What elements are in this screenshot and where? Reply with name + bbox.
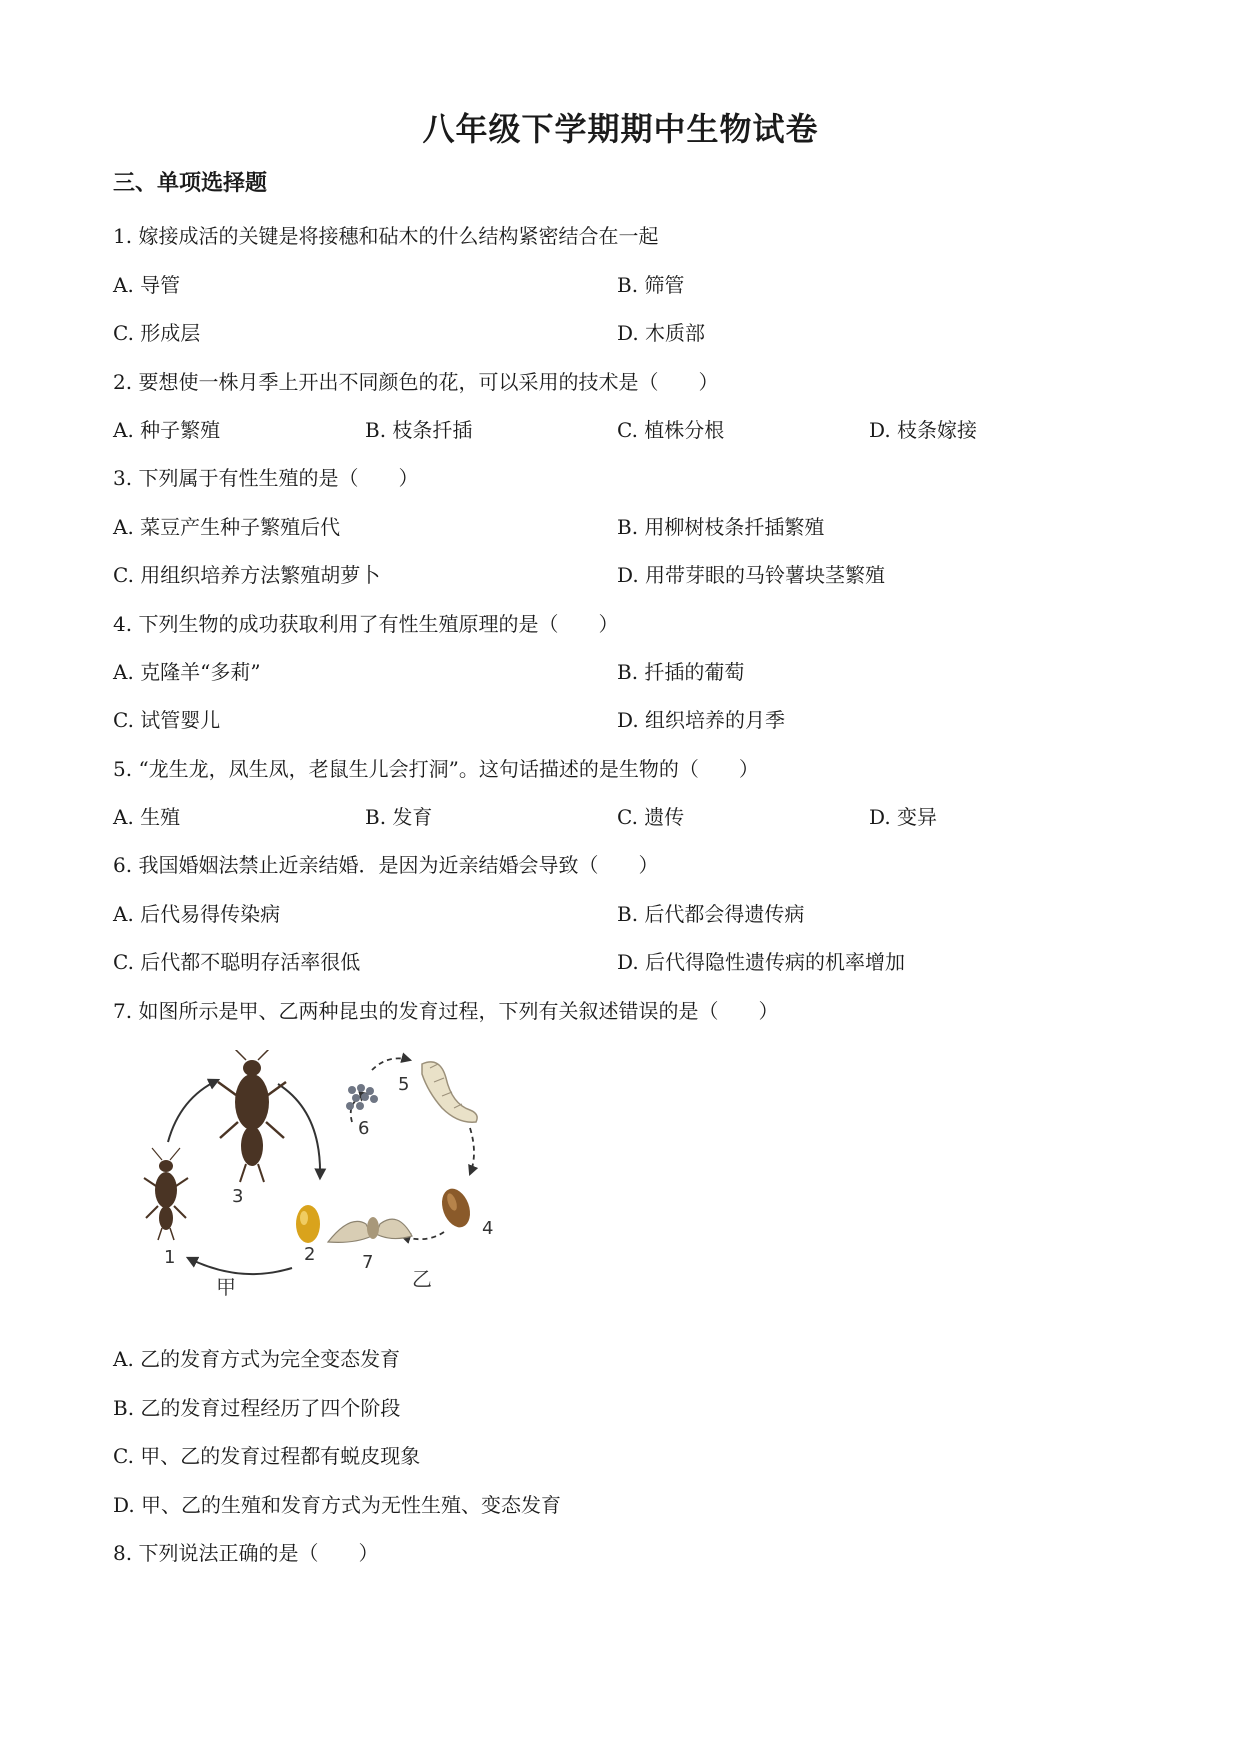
question-7: 7. 如图所示是甲、乙两种昆虫的发育过程，下列有关叙述错误的是（ ） xyxy=(113,999,779,1023)
label-1: 1 xyxy=(164,1247,176,1268)
q6-option-d[interactable]: D. 后代得隐性遗传病的机率增加 xyxy=(617,950,906,974)
question-8: 8. 下列说法正确的是（ ） xyxy=(113,1541,379,1565)
q7-option-c[interactable]: C. 甲、乙的发育过程都有蜕皮现象 xyxy=(113,1444,421,1468)
label-5: 5 xyxy=(398,1074,410,1095)
question-3: 3. 下列属于有性生殖的是（ ） xyxy=(113,466,419,490)
label-7: 7 xyxy=(362,1252,374,1273)
cricket-adult-icon xyxy=(218,1050,286,1182)
q3-option-b[interactable]: B. 用柳树枝条扦插繁殖 xyxy=(617,515,825,539)
q1-option-a[interactable]: A. 导管 xyxy=(113,273,181,297)
q3-option-c[interactable]: C. 用组织培养方法繁殖胡萝卜 xyxy=(113,563,381,587)
q2-option-a[interactable]: A. 种子繁殖 xyxy=(113,418,221,442)
label-4: 4 xyxy=(482,1218,494,1239)
yi-cycle xyxy=(328,1058,493,1291)
q6-option-a[interactable]: A. 后代易得传染病 xyxy=(113,902,281,926)
page-title: 八年级下学期期中生物试卷 xyxy=(422,110,819,148)
q2-option-d[interactable]: D. 枝条嫁接 xyxy=(869,418,978,442)
q4-option-d[interactable]: D. 组织培养的月季 xyxy=(617,708,786,732)
arrow-2-to-1 xyxy=(188,1258,292,1274)
q5-option-b[interactable]: B. 发育 xyxy=(365,805,433,829)
cricket-nymph-icon xyxy=(144,1148,188,1240)
q6-option-c[interactable]: C. 后代都不聪明存活率很低 xyxy=(113,950,361,974)
label-yi: 乙 xyxy=(412,1267,432,1291)
question-2: 2. 要想使一株月季上开出不同颜色的花，可以采用的技术是（ ） xyxy=(113,370,719,394)
q4-option-c[interactable]: C. 试管婴儿 xyxy=(113,708,221,732)
label-6: 6 xyxy=(358,1118,370,1139)
q7-option-d[interactable]: D. 甲、乙的生殖和发育方式为无性生殖、变态发育 xyxy=(113,1493,562,1517)
question-6: 6. 我国婚姻法禁止近亲结婚．是因为近亲结婚会导致（ ） xyxy=(113,853,659,877)
q3-option-d[interactable]: D. 用带芽眼的马铃薯块茎繁殖 xyxy=(617,563,886,587)
q4-option-b[interactable]: B. 扦插的葡萄 xyxy=(617,660,745,684)
q1-option-c[interactable]: C. 形成层 xyxy=(113,321,201,345)
insect-development-diagram xyxy=(140,1050,540,1315)
question-4: 4. 下列生物的成功获取利用了有性生殖原理的是（ ） xyxy=(113,612,619,636)
arrow-1-to-3 xyxy=(168,1080,218,1142)
q5-option-c[interactable]: C. 遗传 xyxy=(617,805,685,829)
arrow-3-to-2 xyxy=(278,1084,320,1178)
label-2: 2 xyxy=(304,1244,316,1265)
jia-cycle xyxy=(144,1050,320,1299)
label-3: 3 xyxy=(232,1186,244,1207)
q7-option-b[interactable]: B. 乙的发育过程经历了四个阶段 xyxy=(113,1396,401,1420)
q5-option-d[interactable]: D. 变异 xyxy=(869,805,938,829)
q2-option-b[interactable]: B. 枝条扦插 xyxy=(365,418,473,442)
q3-option-a[interactable]: A. 菜豆产生种子繁殖后代 xyxy=(113,515,341,539)
label-jia: 甲 xyxy=(216,1275,236,1299)
q1-option-b[interactable]: B. 筛管 xyxy=(617,273,685,297)
q2-option-c[interactable]: C. 植株分根 xyxy=(617,418,725,442)
q6-option-b[interactable]: B. 后代都会得遗传病 xyxy=(617,902,805,926)
q7-option-a[interactable]: A. 乙的发育方式为完全变态发育 xyxy=(113,1347,401,1371)
arrow-5-to-4 xyxy=(470,1128,474,1174)
question-1: 1. 嫁接成活的关键是将接穗和砧木的什么结构紧密结合在一起 xyxy=(113,224,659,248)
egg-icon xyxy=(296,1205,320,1243)
question-5: 5. “龙生龙，凤生凤，老鼠生儿会打洞”。这句话描述的是生物的（ ） xyxy=(113,757,759,781)
section-heading: 三、单项选择题 xyxy=(113,171,268,196)
arrow-6-to-5 xyxy=(372,1058,410,1070)
q1-option-d[interactable]: D. 木质部 xyxy=(617,321,706,345)
silkworm-larva-icon xyxy=(422,1062,477,1122)
silkworm-moth-icon xyxy=(328,1217,412,1242)
q5-option-a[interactable]: A. 生殖 xyxy=(113,805,181,829)
q4-option-a[interactable]: A. 克隆羊“多莉” xyxy=(113,660,261,684)
silkworm-eggs-icon xyxy=(346,1084,378,1110)
